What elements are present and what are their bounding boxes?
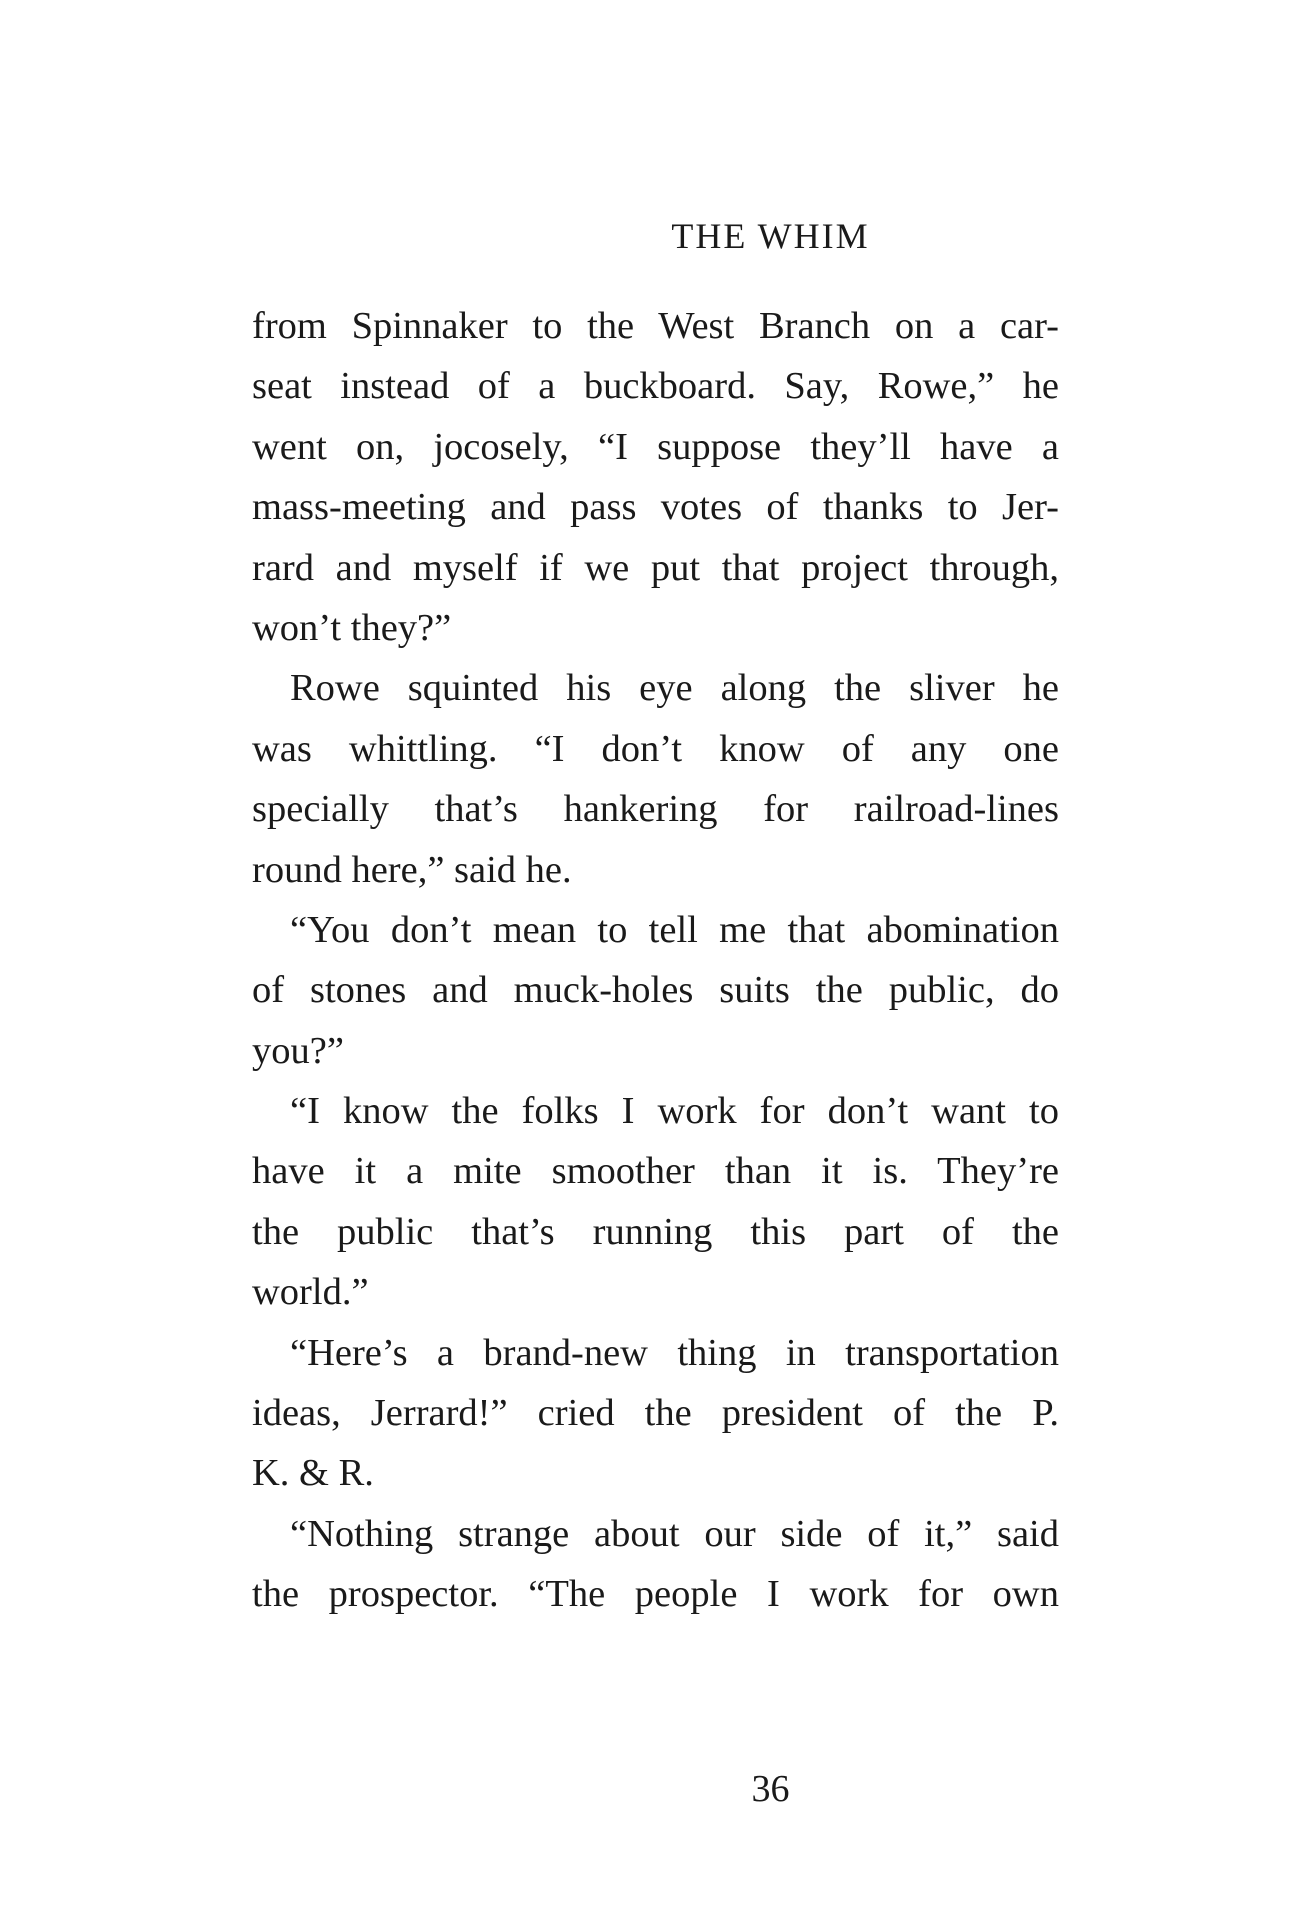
text-line: the prospector. “The people I work for own <box>252 1573 1059 1616</box>
text-line: mass-meeting and pass votes of thanks to Jer- <box>252 486 1059 529</box>
text-line: world.” <box>252 1271 369 1314</box>
text-line: Rowe squinted his eye along the sliver he <box>290 667 1059 710</box>
text-line: ideas, Jerrard!” cried the president of the P. <box>252 1392 1059 1435</box>
text-line: went on, jocosely, “I suppose they’ll have a <box>252 425 1059 468</box>
text-line: have it a mite smoother than it is. They’re <box>252 1150 1059 1193</box>
text-line: was whittling. “I don’t know of any one <box>252 727 1059 770</box>
body-text <box>252 296 1059 1625</box>
text-line: “I know the folks I work for don’t want to <box>290 1090 1059 1133</box>
text-line: from Spinnaker to the West Branch on a car- <box>252 305 1059 347</box>
page-number <box>0 1770 1301 1808</box>
text-line: “You don’t mean to tell me that abomination <box>290 908 1059 951</box>
text-line: round here,” said he. <box>252 848 572 891</box>
text-line: “Nothing strange about our side of it,” said <box>290 1512 1059 1555</box>
text-line: rard and myself if we put that project through, <box>252 546 1059 589</box>
running-head <box>0 218 1301 254</box>
page-number-text: 36 <box>751 1768 790 1810</box>
text-line: “Here’s a brand-new thing in transportation <box>290 1331 1059 1374</box>
text-line: you?” <box>252 1029 344 1072</box>
running-head-title: THE WHIM <box>671 216 870 256</box>
text-line: won’t they?” <box>252 606 452 649</box>
text-line: seat instead of a buckboard. Say, Rowe,” he <box>252 365 1059 408</box>
text-line: of stones and muck-holes suits the public, do <box>252 969 1059 1012</box>
text-line: specially that’s hankering for railroad-lines <box>252 788 1059 831</box>
text-line: the public that’s running this part of the <box>252 1210 1059 1253</box>
text-line: K. & R. <box>252 1452 374 1495</box>
